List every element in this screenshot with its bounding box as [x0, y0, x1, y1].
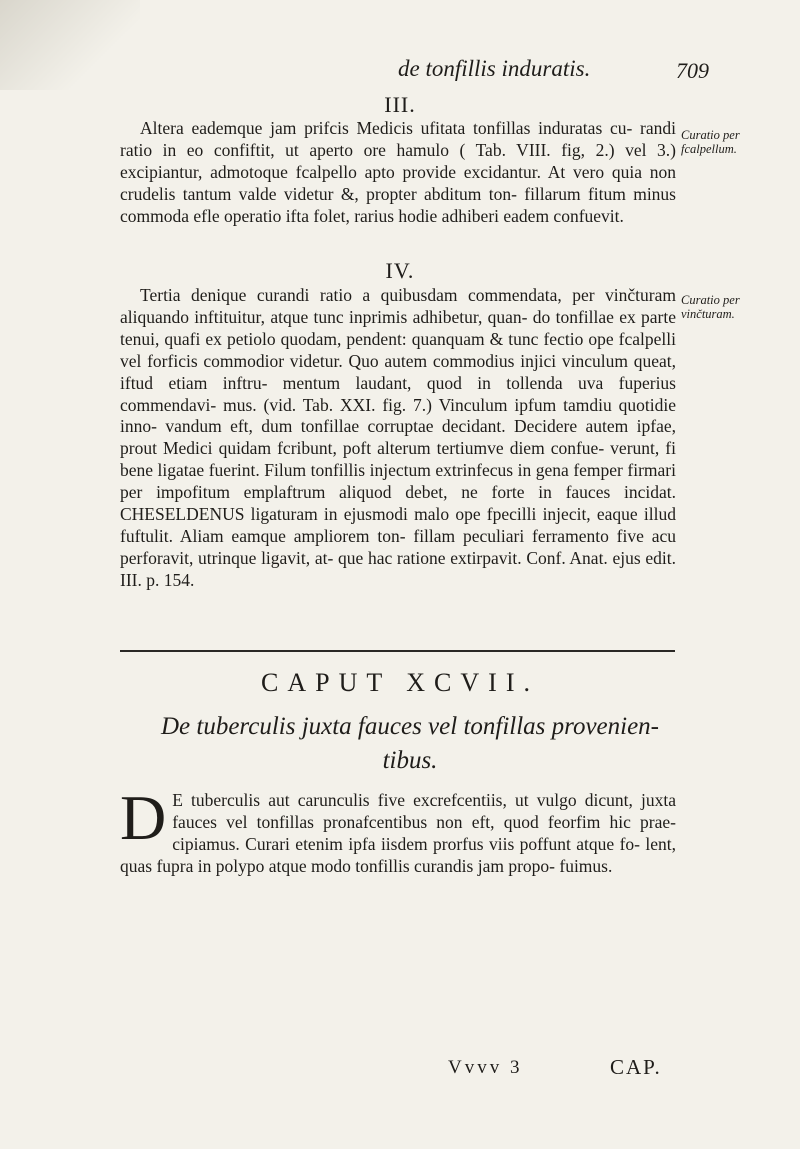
- chapter-divider: [120, 650, 675, 652]
- catchword: CAP.: [610, 1055, 662, 1079]
- section-4-text: Tertia denique curandi ratio a quibusdam commendata, per vinčturam aliquando inftituitur, atque tunc inprimis adhibetur, quan- do tonfillae ex parte tenui, quafi ex petiolo quodam, pendent: quanquam & tunc fectio ope fcalpelli vel forficis commodior videtur. Quo autem commodius injici vinculum queat, iftud etiam inftru- mentum laudant, quod in tollenda uva fuperius commendavi- mus. (vid. Tab. XXI. fig. 7.) Vinculum ipfum tamdiu quotidie inno- vandum eft, dum tonfillae corruptae decidant. Decidere autem ipfae, prout Medici quidam fcribunt, poft alterum tertiumve diem confue- verunt, fi bene ligatae fuerint. Filum tonfillis injectum extrinfecus in gena femper firmari per impofitum emplaftrum aliquod debet, ne forte in fauces incidat. CHESELDENUS ligaturam in ejusmodi malo ope fpecilli injecit, eaque illud fuftulit. Aliam eamque ampliorem ton- fillam peculiari ferramento five acu perforavit, utrinque ligavit, at- que hac ratione extirpavit. Conf. Anat. ejus edit. III. p. 154.: [120, 285, 676, 590]
- margin-note-ligature: Curatio per vinčturam.: [681, 293, 740, 321]
- section-3-text: Altera eademque jam prifcis Medicis ufitata tonfillas induratas cu- randi ratio in eo confiftit, ut aperto ore hamulo ( Tab. VIII. fig, 2.) vel 3.) excipiantur, admotoque fcalpello apto provide excidantur. At vero quia non crudelis tantum valde videtur &, propter abditum ton- fillarum fitum minus commoda efle operatio ifta folet, rarius hodie adhiberi eadem confuevit.: [120, 118, 676, 226]
- chapter-body: E tuberculis aut carunculis five excrefcentiis, ut vulgo dicunt, juxta fauces vel tonfillas pronafcentibus non eft, quod feorfim hic prae- cipiamus. Curari etenim ipfa iisdem prorfus viis poffunt atque fo- lent, quas fupra in polypo atque modo tonfillis curandis jam propo- fuimus.: [120, 790, 676, 876]
- margin-note-scalpel: Curatio per fcalpellum.: [681, 128, 740, 156]
- signature-mark: Vvvv 3: [448, 1057, 523, 1078]
- chapter-subtitle: De tuberculis juxta fauces vel tonfillas provenien- tibus.: [160, 713, 660, 774]
- section-number-3: III.: [384, 92, 416, 117]
- chapter-text: [120, 782, 676, 878]
- page-header: [0, 56, 800, 90]
- section-number-4: IV.: [385, 258, 415, 283]
- page-number: 709: [676, 58, 709, 83]
- running-head: de tonfillis induratis.: [398, 56, 591, 81]
- chapter-title: CAPUT XCVII.: [261, 668, 539, 697]
- drop-capital: D: [120, 782, 167, 853]
